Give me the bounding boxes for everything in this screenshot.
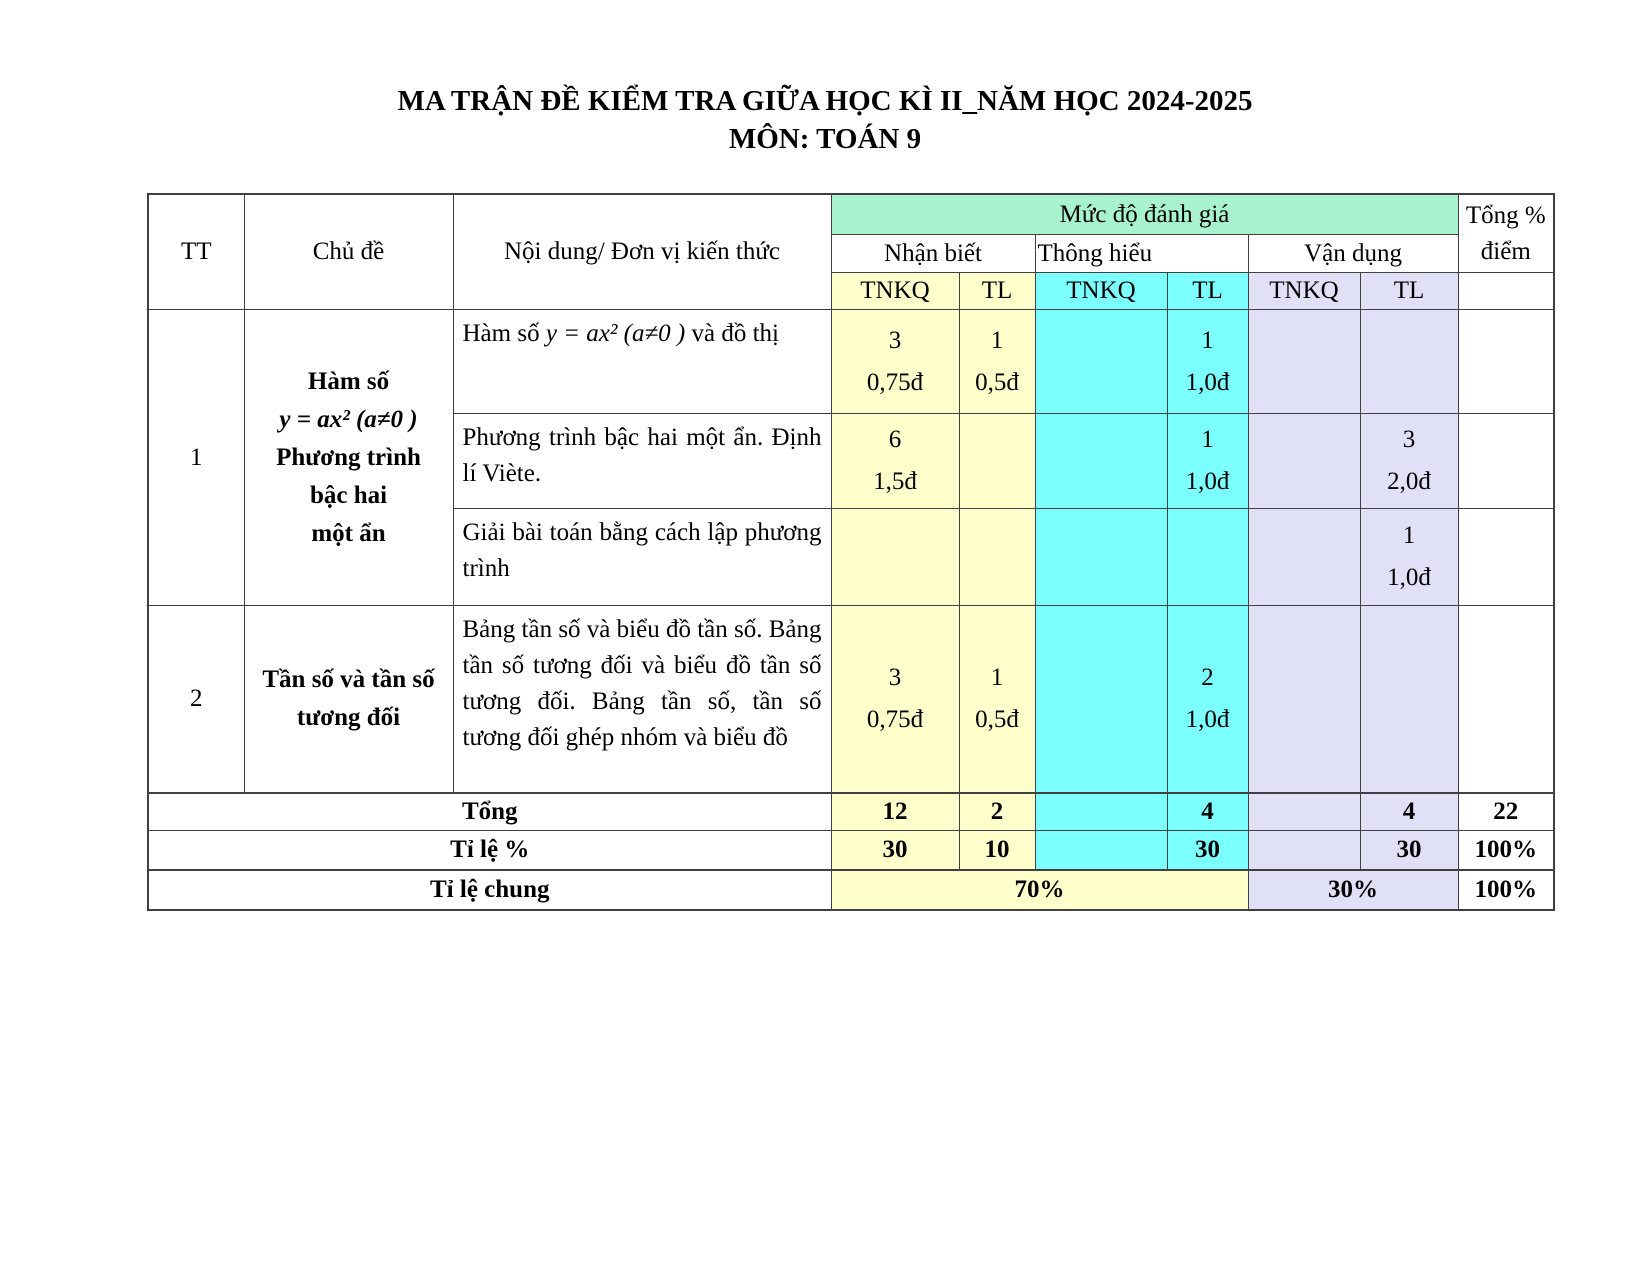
row2-tt-cell: 2 (148, 606, 244, 794)
summary-chung-vd: 30% (1248, 870, 1458, 910)
score-count: 3 (888, 326, 902, 354)
subheader-nb-tnkq: TNKQ (831, 273, 959, 310)
score-points: 1,0đ (1185, 368, 1230, 396)
header-level-vandung: Vận dụng (1248, 235, 1458, 273)
summary-chung-label: Tỉ lệ chung (148, 870, 831, 910)
score-cell-r1a-th-tnkq (1035, 310, 1167, 414)
score-cell-r1b-vd-tl (1360, 414, 1458, 509)
score-count: 1 (1201, 426, 1214, 453)
row1a-content-math: y = ax² (a≠0 ) (545, 320, 686, 347)
header-noidung-cell: Nội dung/ Đơn vị kiến thức (453, 194, 831, 310)
summary-tile-vd-tl: 30 (1360, 831, 1458, 871)
title-block (0, 82, 1650, 158)
score-cell-r1c-th-tl (1167, 509, 1248, 606)
score-points: 0,5đ (975, 368, 1019, 396)
score-cell-r1a-th-tl (1167, 310, 1248, 414)
row1-topic-line3: Phương trình (276, 443, 421, 471)
header-level-thonghieu: Thông hiểu (1035, 235, 1248, 273)
score-cell-r1b-nb-tl (959, 414, 1035, 509)
row1b-content-cell: Phương trình bậc hai một ẩn. Định lí Viète. (453, 414, 831, 509)
header-level-nhanbiet: Nhận biết (831, 235, 1035, 273)
score-points: 0,75đ (866, 368, 924, 396)
row1-topic-cell (244, 310, 453, 606)
score-cell-r1c-vd-tl (1360, 509, 1458, 606)
header-chude-cell: Chủ đề (244, 194, 453, 310)
exam-matrix-table (147, 193, 1555, 911)
summary-tong-total: 22 (1458, 793, 1554, 831)
score-count: 1 (990, 664, 1004, 691)
table-wrapper (147, 193, 1555, 911)
document-subtitle: MÔN: TOÁN 9 (728, 123, 922, 155)
score-count: 2 (1201, 664, 1214, 691)
row2-topic-line2: tương đối (296, 704, 401, 731)
score-count: 6 (888, 426, 902, 453)
score-points: 2,0đ (1387, 468, 1431, 495)
score-count: 1 (1402, 522, 1416, 549)
row1a-content-post: và đồ thị (685, 320, 780, 347)
score-cell-r2-th-tl (1167, 606, 1248, 794)
summary-tong-vd-tnkq (1248, 793, 1360, 831)
row2-content-cell: Bảng tần số và biểu đồ tần số. Bảng tần số tương đối và biểu đồ tần số tương đối. Bảng tần số, tần số tương đối ghép nhóm và biểu đồ (453, 606, 831, 794)
summary-tile-nb-tnkq: 30 (831, 831, 959, 871)
summary-tile-th-tnkq (1035, 831, 1167, 871)
summary-chung-total: 100% (1458, 870, 1554, 910)
total-cell-r1c (1458, 509, 1554, 606)
subheader-th-tnkq: TNKQ (1035, 273, 1167, 310)
header-tong-cell (1458, 194, 1554, 273)
row2-topic-cell (244, 606, 453, 794)
total-cell-r1b (1458, 414, 1554, 509)
score-points: 1,0đ (1185, 468, 1230, 495)
score-cell-r1b-th-tl (1167, 414, 1248, 509)
summary-tong-nb-tnkq: 12 (831, 793, 959, 831)
summary-tile-total: 100% (1458, 831, 1554, 871)
score-cell-r1a-vd-tl (1360, 310, 1458, 414)
subheader-th-tl: TL (1167, 273, 1248, 310)
score-cell-r1a-vd-tnkq (1248, 310, 1360, 414)
row1-topic-line2: y = ax² (a≠0 ) (279, 405, 418, 433)
score-cell-r1c-nb-tl (959, 509, 1035, 606)
score-cell-r2-nb-tnkq (831, 606, 959, 794)
summary-tong-nb-tl: 2 (959, 793, 1035, 831)
row1-topic-line1: Hàm số (307, 367, 390, 395)
score-points: 0,75đ (866, 706, 924, 733)
document-title: MA TRẬN ĐỀ KIỂM TRA GIỮA HỌC KÌ II_NĂM HỌC 2024-2025 (397, 85, 1253, 117)
total-cell-r2 (1458, 606, 1554, 794)
score-cell-r1b-th-tnkq (1035, 414, 1167, 509)
score-points: 1,5đ (873, 468, 917, 495)
score-count: 3 (888, 664, 902, 691)
row2-topic-line1: Tần số và tần số (262, 666, 435, 693)
score-cell-r1c-nb-tnkq (831, 509, 959, 606)
score-cell-r1c-th-tnkq (1035, 509, 1167, 606)
score-count: 1 (990, 326, 1004, 354)
score-cell-r1a-nb-tl (959, 310, 1035, 414)
subheader-vd-tl: TL (1360, 273, 1458, 310)
summary-chung-nb-th: 70% (831, 870, 1248, 910)
score-cell-r2-th-tnkq (1035, 606, 1167, 794)
row1a-content-cell (453, 310, 831, 414)
score-cell-r1c-vd-tnkq (1248, 509, 1360, 606)
score-cell-r1a-nb-tnkq (831, 310, 959, 414)
row1-tt-cell: 1 (148, 310, 244, 606)
subheader-vd-tnkq: TNKQ (1248, 273, 1360, 310)
summary-tong-th-tl: 4 (1167, 793, 1248, 831)
score-cell-r2-vd-tnkq (1248, 606, 1360, 794)
summary-tong-th-tnkq (1035, 793, 1167, 831)
score-cell-r1b-nb-tnkq (831, 414, 959, 509)
subheader-nb-tl: TL (959, 273, 1035, 310)
row1c-content-cell: Giải bài toán bằng cách lập phương trình (453, 509, 831, 606)
header-tt-cell: TT (148, 194, 244, 310)
score-cell-r2-vd-tl (1360, 606, 1458, 794)
row1-topic-line5: một ẩn (311, 519, 386, 547)
subheader-tong-empty (1458, 273, 1554, 310)
header-tong-line2: điểm (1480, 237, 1531, 265)
score-cell-r1b-vd-tnkq (1248, 414, 1360, 509)
score-count: 3 (1402, 426, 1416, 453)
header-tong-line1: Tổng % (1465, 201, 1546, 229)
summary-tile-nb-tl: 10 (959, 831, 1035, 871)
score-cell-r2-nb-tl (959, 606, 1035, 794)
header-mucdo-cell: Mức độ đánh giá (831, 194, 1458, 235)
summary-tile-th-tl: 30 (1167, 831, 1248, 871)
row1a-content-pre: Hàm số (462, 320, 546, 347)
score-points: 0,5đ (975, 706, 1019, 733)
summary-tong-label: Tổng (148, 793, 831, 831)
row1-topic-line4: bậc hai (309, 481, 388, 509)
score-count: 1 (1201, 326, 1214, 354)
summary-tile-vd-tnkq (1248, 831, 1360, 871)
summary-tile-label: Tỉ lệ % (148, 831, 831, 871)
total-cell-r1a (1458, 310, 1554, 414)
score-points: 1,0đ (1387, 564, 1431, 591)
score-points: 1,0đ (1185, 706, 1230, 733)
summary-tong-vd-tl: 4 (1360, 793, 1458, 831)
